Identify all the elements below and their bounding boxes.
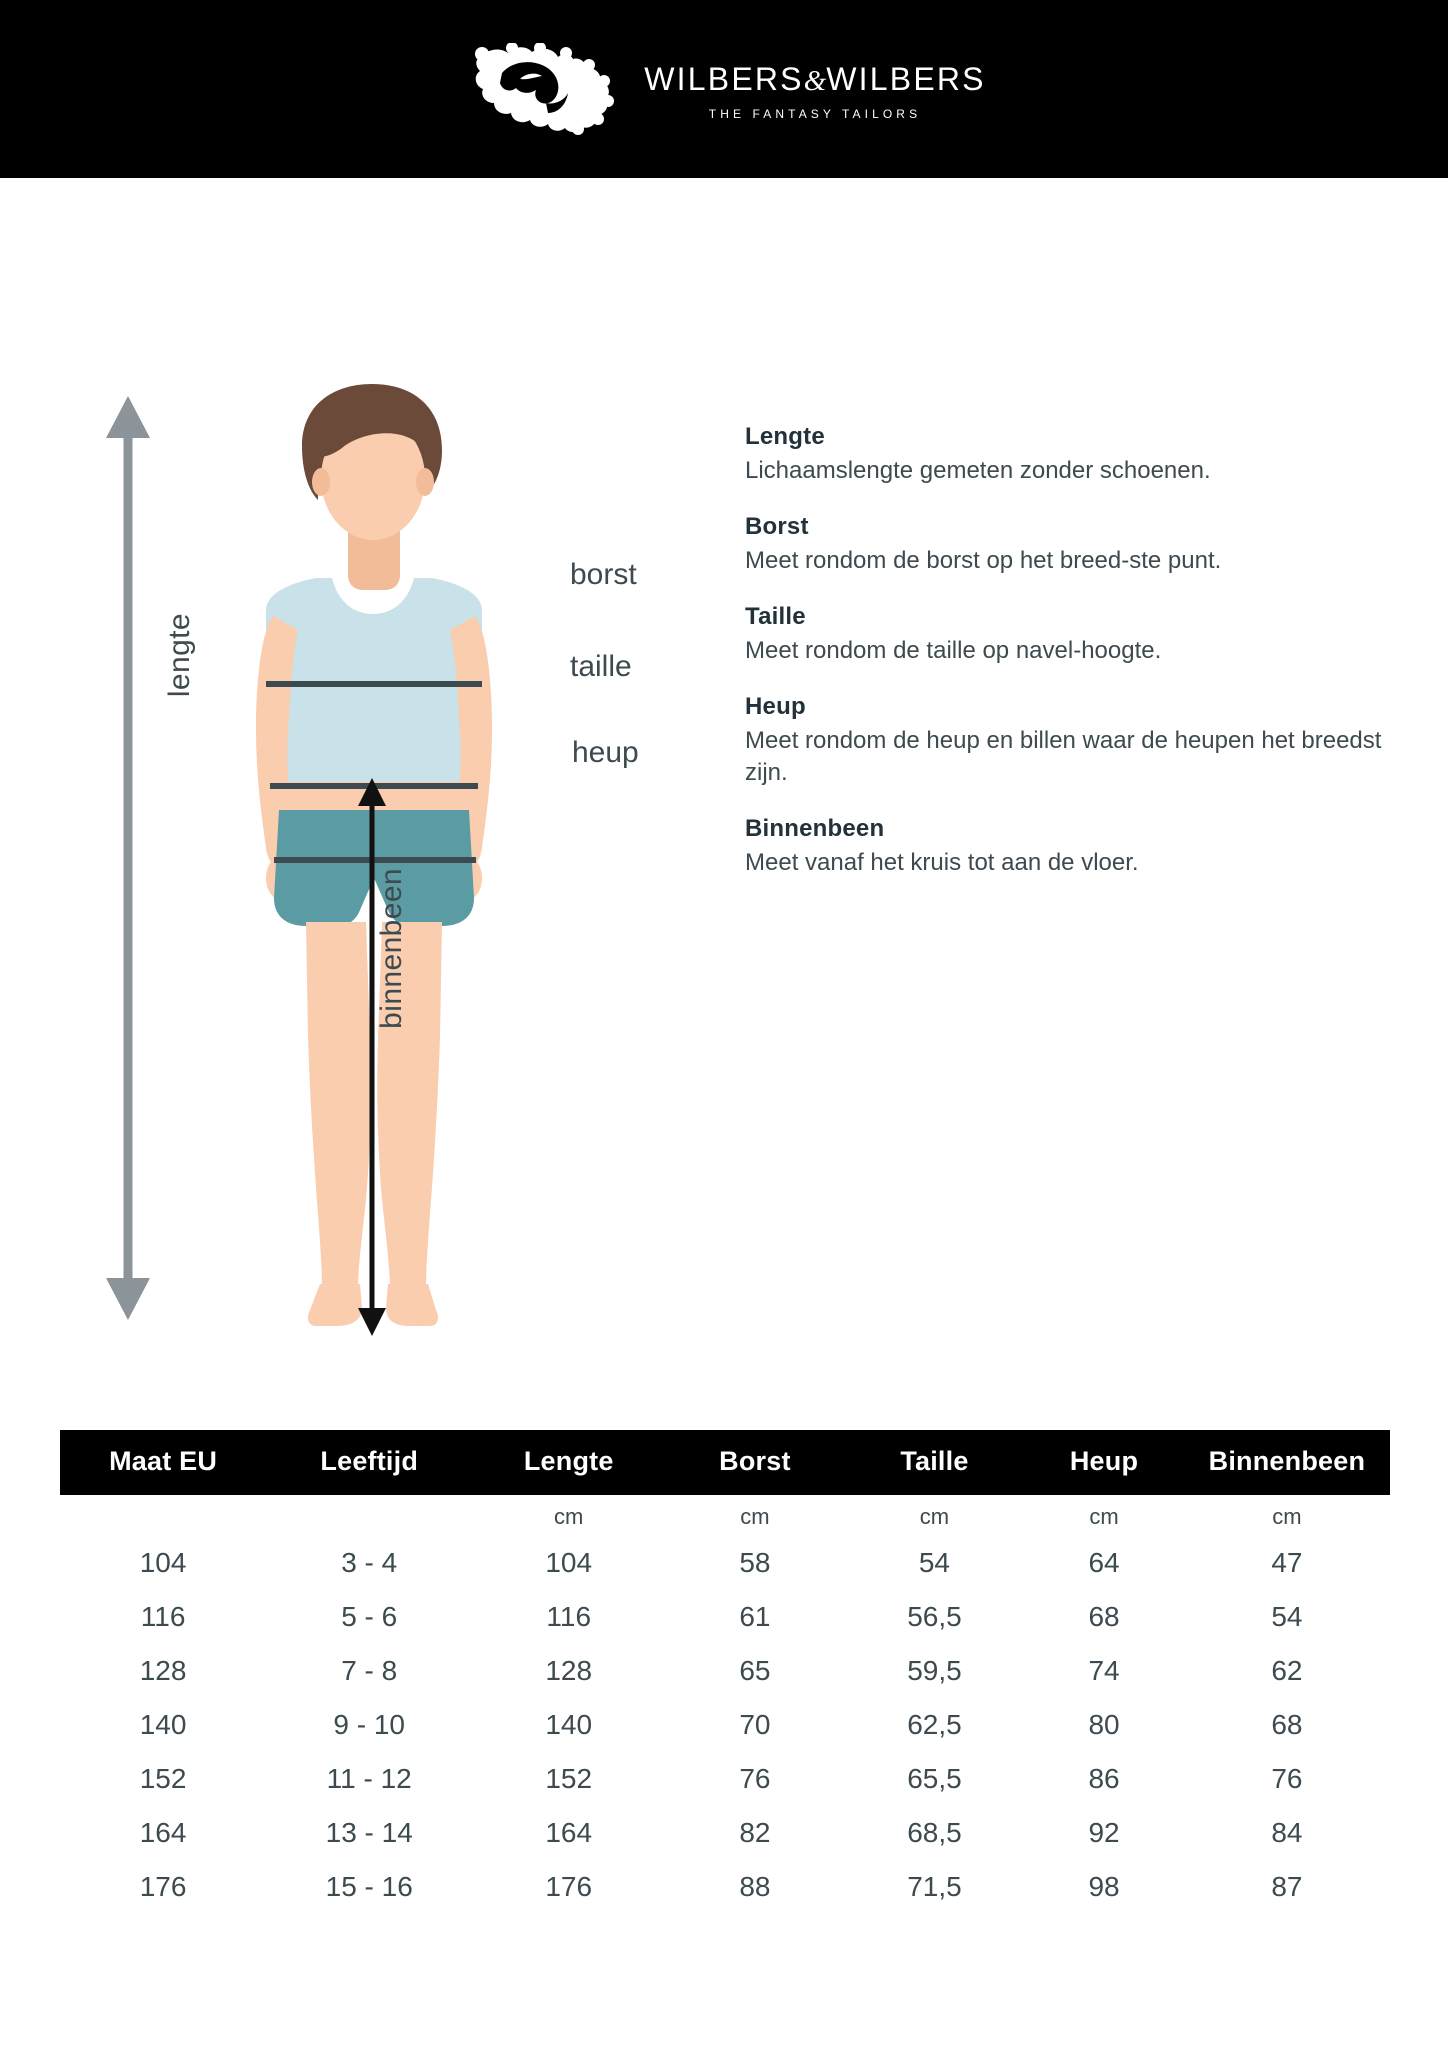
table-cell: 116	[140, 1601, 186, 1632]
label-lengte: lengte	[163, 613, 196, 698]
table-cell: 68	[1271, 1709, 1303, 1740]
legend-description: Meet rondom de taille op navel-hoogte.	[745, 636, 1162, 664]
label-taille: taille	[570, 650, 632, 683]
body-figure-area	[70, 378, 710, 1378]
table-row	[60, 1644, 1390, 1698]
legend-description: Lichaamslengte gemeten zonder schoenen.	[745, 457, 1211, 484]
size-table-wrap	[60, 1430, 1390, 1914]
table-cell: 88	[739, 1871, 771, 1902]
table-cell: 54	[918, 1547, 951, 1578]
table-cell: 7 - 8	[341, 1655, 398, 1686]
table-row	[60, 1752, 1390, 1806]
table-cell: 54	[1271, 1601, 1303, 1632]
legend-description: Meet rondom de borst op het breed-ste punt.	[745, 546, 1222, 574]
table-cell: 15 - 16	[325, 1871, 413, 1902]
table-unit-cell	[266, 1495, 472, 1536]
table-unit-cell: cm	[740, 1504, 770, 1529]
label-borst: borst	[570, 558, 637, 591]
legend-title: Taille	[745, 602, 806, 630]
table-row	[60, 1860, 1390, 1914]
table-cell: 140	[139, 1709, 187, 1740]
table-cell: 164	[545, 1817, 593, 1848]
legend-title: Binnenbeen	[745, 814, 885, 842]
table-cell: 5 - 6	[341, 1601, 398, 1632]
table-cell: 61	[739, 1601, 771, 1632]
table-cell: 11 - 12	[326, 1763, 412, 1794]
table-cell: 76	[739, 1763, 771, 1794]
table-cell: 68,5	[907, 1817, 962, 1848]
height-arrow-icon	[106, 396, 150, 1320]
legend-item-lengte	[745, 423, 1405, 487]
table-cell: 56,5	[907, 1601, 962, 1632]
table-unit-cell	[60, 1495, 266, 1536]
logo	[462, 43, 985, 135]
table-header	[60, 1430, 1390, 1495]
table-cell: 104	[545, 1547, 593, 1578]
table-cell: 3 - 4	[341, 1547, 398, 1578]
size-table	[60, 1430, 1390, 1914]
table-header-row	[60, 1430, 1390, 1495]
table-cell: 128	[545, 1655, 593, 1686]
table-cell: 9 - 10	[333, 1709, 406, 1740]
table-cell: 176	[545, 1871, 593, 1902]
table-unit-row	[60, 1495, 1390, 1536]
logo-name-1: WILBERS	[644, 61, 804, 97]
table-cell: 84	[1271, 1817, 1303, 1848]
table-cell: 82	[739, 1817, 771, 1848]
tank-top	[266, 578, 482, 798]
table-cell: 104	[139, 1547, 187, 1578]
table-header-cell: Borst	[665, 1430, 845, 1495]
table-cell: 116	[546, 1601, 592, 1632]
table-cell: 58	[739, 1547, 771, 1578]
table-cell: 128	[139, 1655, 187, 1686]
logo-name-2: WILBERS	[826, 61, 986, 97]
table-cell: 80	[1088, 1709, 1120, 1740]
table-unit-cell: cm	[1272, 1504, 1302, 1529]
table-row	[60, 1590, 1390, 1644]
table-cell: 74	[1088, 1655, 1120, 1686]
table-cell: 164	[139, 1817, 187, 1848]
table-cell: 140	[545, 1709, 593, 1740]
legend-item-borst	[745, 513, 1405, 577]
table-cell: 76	[1271, 1763, 1303, 1794]
table-cell: 71,5	[907, 1871, 962, 1902]
label-heup: heup	[572, 736, 639, 769]
logo-ampersand: &	[803, 65, 827, 97]
table-cell: 64	[1088, 1547, 1120, 1578]
table-cell: 176	[139, 1871, 187, 1902]
legend-list	[745, 423, 1405, 878]
table-cell: 47	[1271, 1547, 1303, 1578]
table-cell: 152	[139, 1763, 187, 1794]
table-cell: 87	[1271, 1871, 1303, 1902]
legend-item-taille	[745, 603, 1405, 667]
table-header-cell: Taille	[845, 1430, 1025, 1495]
measurement-guide	[0, 178, 1448, 1412]
jester-horse-logo-icon	[462, 43, 622, 135]
table-unit-cell: cm	[554, 1504, 584, 1529]
legend-item-heup	[745, 693, 1405, 789]
table-cell: 65,5	[907, 1763, 962, 1794]
table-header-cell: Leeftijd	[266, 1430, 472, 1495]
legend-description: Meet rondom de heup en billen waar de heupen het breedst zijn.	[745, 726, 1382, 786]
label-binnenbeen: binnenbeen	[375, 868, 408, 1029]
table-row	[60, 1698, 1390, 1752]
table-body	[60, 1495, 1390, 1914]
table-unit-cell: cm	[1089, 1504, 1119, 1529]
table-cell: 62,5	[907, 1709, 962, 1740]
table-header-cell: Maat EU	[60, 1430, 266, 1495]
logo-tagline: THE FANTASY TAILORS	[708, 107, 922, 121]
legend-description: Meet vanaf het kruis tot aan de vloer.	[745, 848, 1139, 876]
table-cell: 86	[1088, 1763, 1120, 1794]
table-cell: 65	[739, 1655, 771, 1686]
table-cell: 92	[1088, 1817, 1120, 1848]
table-cell: 13 - 14	[325, 1817, 413, 1848]
brand-header	[0, 0, 1448, 178]
legend-title: Lengte	[745, 423, 825, 450]
table-row	[60, 1536, 1390, 1590]
table-cell: 62	[1271, 1655, 1303, 1686]
table-header-cell: Binnenbeen	[1184, 1430, 1390, 1495]
legend-item-binnenbeen	[745, 815, 1405, 879]
table-cell: 68	[1088, 1601, 1120, 1632]
legend-title: Heup	[745, 692, 806, 720]
table-header-cell: Lengte	[472, 1430, 665, 1495]
legend-title: Borst	[745, 512, 809, 540]
table-row	[60, 1806, 1390, 1860]
table-cell: 152	[545, 1763, 593, 1794]
table-cell: 59,5	[907, 1655, 962, 1686]
logo-title	[644, 61, 985, 98]
table-cell: 70	[739, 1709, 771, 1740]
table-cell: 98	[1088, 1871, 1120, 1902]
table-unit-cell: cm	[919, 1504, 950, 1529]
table-header-cell: Heup	[1024, 1430, 1184, 1495]
